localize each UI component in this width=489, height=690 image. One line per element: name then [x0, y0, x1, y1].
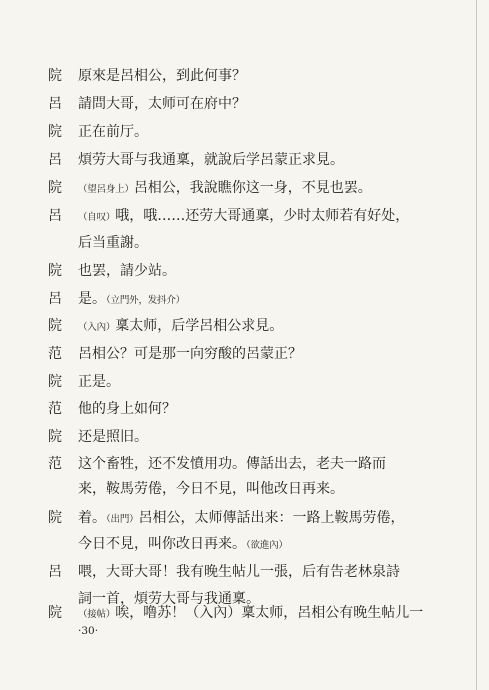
stage-direction: （入內） — [78, 322, 116, 333]
speaker-label: 院 — [48, 605, 62, 621]
dialogue-line — [48, 63, 459, 89]
line-text — [78, 476, 344, 504]
line-text — [78, 341, 302, 369]
speaker-label: 呂 — [48, 152, 62, 168]
line-text-post: 稟太师，后学呂相公求見。 — [115, 318, 284, 334]
dialogue-line — [48, 313, 459, 339]
dialogue-line — [48, 119, 459, 145]
speaker-label: 院 — [48, 263, 62, 279]
line-text — [78, 91, 246, 119]
line-text — [78, 230, 148, 258]
dialogue-line-continuation — [48, 531, 459, 557]
speaker-label: 院 — [48, 374, 62, 390]
line-text-pre: 来，鞍馬劳倦，今日不見，叫他改日再来。 — [78, 481, 344, 497]
line-text — [78, 63, 246, 91]
line-text-pre: 煩劳大哥与我通稟，就說后学呂蒙正求見。 — [78, 152, 344, 168]
line-text — [78, 147, 344, 175]
speaker-label: 院 — [48, 124, 62, 140]
line-text-pre: 詞一首，煩劳大哥与我通稟。 — [78, 591, 260, 607]
dialogue-line — [48, 175, 459, 201]
speaker-label: 院 — [48, 429, 62, 445]
dialogue-line-continuation — [48, 230, 459, 256]
line-text — [78, 203, 409, 231]
speaker-label: 呂 — [48, 96, 62, 112]
speaker-label: 院 — [48, 180, 62, 196]
dialogue-line — [48, 341, 459, 367]
line-text-pre: 也罢，請少站。 — [78, 263, 176, 279]
stage-direction: （出門） — [106, 514, 139, 525]
line-text-pre: 正在前厅。 — [78, 124, 148, 140]
dialogue-line — [48, 396, 459, 422]
line-text-post: 呂相公，我說瞧你这一身，不見也罢。 — [133, 180, 372, 196]
speaker-label: 范 — [48, 346, 62, 362]
line-text-post: 唉，噜苏！（入內）稟太师，呂相公有晚生帖儿一 — [115, 605, 424, 621]
dialogue-line — [48, 424, 459, 450]
dialogue-line — [48, 147, 459, 173]
line-text — [78, 424, 148, 452]
dialogue-line — [48, 258, 459, 284]
line-text-pre: 后当重謝。 — [78, 235, 148, 251]
page-number: ·30· — [78, 625, 99, 637]
line-text — [78, 313, 283, 341]
line-text — [78, 175, 372, 203]
dialogue-line — [48, 91, 459, 117]
line-text-post: 哦，哦……还劳大哥通稟，少时太师若有好处， — [115, 208, 410, 224]
speaker-label: 院 — [48, 510, 62, 526]
stage-direction: （自叹） — [78, 212, 116, 223]
speaker-label: 呂 — [48, 208, 62, 224]
dialogue-line — [48, 369, 459, 395]
line-text — [78, 600, 423, 628]
line-text-pre: 原來是呂相公，到此何事？ — [78, 68, 246, 84]
speaker-label: 呂 — [48, 291, 62, 307]
stage-direction: （望呂身上） — [78, 184, 134, 195]
stage-direction: （接帖） — [78, 609, 116, 620]
line-text-pre: 正是。 — [78, 374, 120, 390]
line-text — [78, 119, 148, 147]
line-text-pre: 喂，大哥大哥！我有晚生帖儿一張，后有告老林泉詩 — [78, 564, 400, 580]
line-text-pre: 今日不見，叫你改日再来。 — [78, 536, 246, 552]
speaker-label: 范 — [48, 401, 62, 417]
page-edge-line — [476, 0, 477, 690]
speaker-label: 范 — [48, 456, 62, 472]
line-text — [78, 258, 176, 286]
speaker-label: 呂 — [48, 564, 62, 580]
line-text — [78, 286, 185, 314]
dialogue-line — [48, 286, 459, 312]
line-text — [78, 369, 120, 397]
dialogue-line — [48, 505, 459, 531]
line-text-pre: 呂相公？可是那一向穷酸的呂蒙正？ — [78, 346, 302, 362]
line-text-pre: 請問大哥，太师可在府中？ — [78, 96, 246, 112]
line-text — [78, 531, 288, 559]
speaker-label: 院 — [48, 318, 62, 334]
line-text-pre: 这个畜牲，还不发憤用功。傳話出去，老夫一路而 — [78, 456, 386, 472]
dialogue-line — [48, 559, 459, 585]
line-text — [78, 559, 400, 587]
line-text — [78, 451, 386, 479]
stage-direction: （立門外，发抖介） — [106, 295, 185, 306]
dialogue-line — [48, 203, 459, 229]
speaker-label: 院 — [48, 68, 62, 84]
line-text — [78, 505, 404, 533]
dialogue-line — [48, 600, 459, 626]
line-text-pre: 是。 — [78, 291, 106, 307]
line-text-post: 呂相公，太师傳話出来：一路上鞍馬劳倦， — [138, 510, 405, 526]
dialogue-line-continuation — [48, 476, 459, 502]
line-text-pre: 他的身上如何？ — [78, 401, 176, 417]
line-text-pre: 还是照旧。 — [78, 429, 148, 445]
line-text-pre: 着。 — [78, 510, 106, 526]
line-text — [78, 396, 176, 424]
dialogue-line — [48, 451, 459, 477]
stage-direction: （欲進內） — [246, 540, 288, 551]
